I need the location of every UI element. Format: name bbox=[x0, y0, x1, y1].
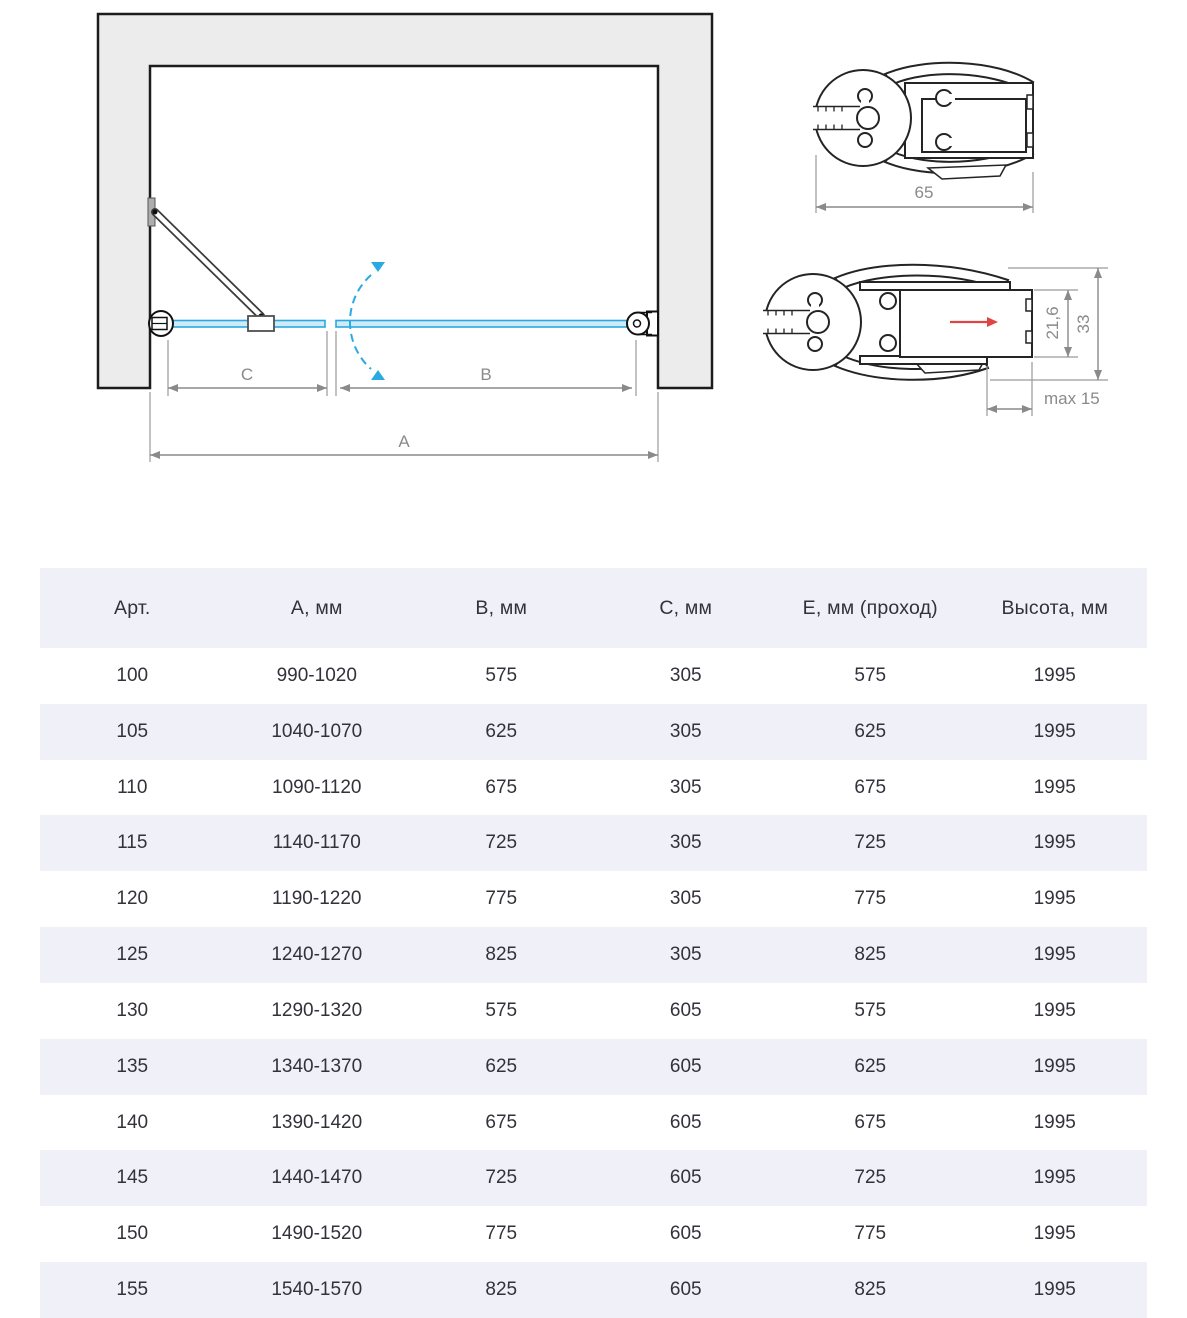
table-cell: 605 bbox=[669, 1279, 702, 1301]
table-row bbox=[40, 1150, 1147, 1206]
table-row bbox=[40, 1206, 1147, 1262]
table-cell: 1995 bbox=[1033, 1111, 1076, 1133]
column-header: В, мм bbox=[475, 596, 528, 619]
table-cell: 675 bbox=[854, 776, 887, 798]
dimension-c-label: C bbox=[240, 365, 254, 384]
table-cell: 1390-1420 bbox=[271, 1111, 363, 1133]
column-header: Е, мм (проход) bbox=[802, 596, 938, 619]
dimension-max-15-label: max 15 bbox=[1044, 389, 1100, 408]
table-cell: 1240-1270 bbox=[271, 944, 363, 966]
table-cell: 625 bbox=[854, 720, 887, 742]
table-cell: 575 bbox=[485, 999, 518, 1021]
table-cell: 110 bbox=[117, 776, 148, 798]
table-cell: 775 bbox=[485, 1223, 518, 1245]
table-cell: 305 bbox=[669, 944, 702, 966]
profile-section-depth bbox=[763, 265, 1108, 416]
profile2-center-hole bbox=[807, 311, 829, 333]
table-cell: 1440-1470 bbox=[271, 1167, 363, 1189]
table-row bbox=[40, 1095, 1147, 1151]
table-cell: 725 bbox=[485, 832, 518, 854]
table-cell: 725 bbox=[485, 1167, 518, 1189]
table-row bbox=[40, 871, 1147, 927]
table-cell: 675 bbox=[485, 1111, 518, 1133]
table-cell: 825 bbox=[854, 944, 887, 966]
table-cell: 1995 bbox=[1033, 720, 1076, 742]
table-cell: 775 bbox=[854, 888, 887, 910]
table-cell: 1995 bbox=[1033, 999, 1076, 1021]
table-cell: 775 bbox=[485, 888, 518, 910]
column-header: Высота, мм bbox=[1001, 596, 1109, 619]
table-cell: 725 bbox=[854, 832, 887, 854]
table-row bbox=[40, 815, 1147, 871]
table-cell: 305 bbox=[669, 888, 702, 910]
table-row bbox=[40, 983, 1147, 1039]
table-cell: 145 bbox=[116, 1167, 149, 1189]
dimension-b-label: B bbox=[480, 365, 492, 384]
profile-seal-hook bbox=[928, 165, 1006, 179]
column-header: Арт. bbox=[114, 596, 151, 619]
size-table bbox=[40, 568, 1147, 1318]
table-cell: 130 bbox=[116, 999, 149, 1021]
column-header: С, мм bbox=[659, 596, 713, 619]
table-cell: 100 bbox=[116, 664, 149, 686]
table-cell: 140 bbox=[116, 1111, 149, 1133]
table-cell: 1995 bbox=[1033, 1223, 1076, 1245]
table-cell: 1995 bbox=[1033, 1279, 1076, 1301]
table-cell: 1090-1120 bbox=[272, 776, 362, 798]
table-cell: 575 bbox=[854, 664, 887, 686]
dimension-33-label: 33 bbox=[1074, 314, 1093, 334]
table-cell: 825 bbox=[854, 1279, 887, 1301]
profile-section-width bbox=[813, 63, 1033, 213]
table-cell: 135 bbox=[116, 1055, 149, 1077]
dimension-a bbox=[150, 432, 658, 459]
table-cell: 120 bbox=[116, 888, 149, 910]
right-wall-bracket bbox=[627, 312, 658, 336]
table-row bbox=[40, 648, 1147, 704]
swing-arrow-bottom bbox=[371, 370, 385, 380]
glass-door-panel bbox=[336, 321, 627, 328]
profile-center-hole bbox=[857, 107, 879, 129]
dimension-65-label: 65 bbox=[914, 183, 934, 202]
table-cell: 605 bbox=[669, 1111, 702, 1133]
table-cell: 605 bbox=[669, 1167, 702, 1189]
table-cell: 1290-1320 bbox=[271, 999, 363, 1021]
table-cell: 605 bbox=[669, 1055, 702, 1077]
table-cell: 305 bbox=[669, 720, 702, 742]
table-row bbox=[40, 760, 1147, 816]
dimension-c bbox=[168, 365, 327, 392]
wall-outline bbox=[98, 14, 712, 388]
table-cell: 1040-1070 bbox=[271, 720, 363, 742]
support-bar-glass-clamp bbox=[248, 316, 274, 331]
table-cell: 305 bbox=[669, 664, 702, 686]
table-cell: 575 bbox=[485, 664, 518, 686]
table-row bbox=[40, 1262, 1147, 1318]
table-cell: 990-1020 bbox=[276, 664, 357, 686]
channel-top-rail bbox=[860, 282, 1010, 290]
table-cell: 1995 bbox=[1033, 1167, 1076, 1189]
table-cell: 1190-1220 bbox=[272, 888, 362, 910]
table-cell: 1995 bbox=[1033, 1055, 1076, 1077]
table-cell: 725 bbox=[854, 1167, 887, 1189]
table-cell: 775 bbox=[854, 1223, 887, 1245]
table-row bbox=[40, 704, 1147, 760]
table-cell: 1540-1570 bbox=[271, 1279, 363, 1301]
sliding-glass-pane bbox=[900, 290, 1032, 357]
table-cell: 305 bbox=[669, 776, 702, 798]
column-header: А, мм bbox=[290, 596, 343, 619]
table-cell: 1995 bbox=[1033, 888, 1076, 910]
table-cell: 605 bbox=[669, 1223, 702, 1245]
table-cell: 155 bbox=[116, 1279, 149, 1301]
table-row bbox=[40, 1039, 1147, 1095]
left-wall-bracket bbox=[149, 311, 173, 336]
swing-arrow-top bbox=[371, 262, 385, 272]
table-cell: 105 bbox=[116, 720, 149, 742]
table-cell: 150 bbox=[116, 1223, 149, 1245]
dimension-a-label: A bbox=[398, 432, 410, 451]
table-cell: 125 bbox=[116, 944, 149, 966]
table-body bbox=[40, 648, 1147, 1318]
table-cell: 605 bbox=[669, 999, 702, 1021]
table-cell: 825 bbox=[485, 944, 518, 966]
table-cell: 305 bbox=[669, 832, 702, 854]
table-header-row bbox=[40, 568, 1147, 648]
table-cell: 1995 bbox=[1033, 832, 1076, 854]
table-cell: 675 bbox=[485, 776, 518, 798]
table-cell: 825 bbox=[485, 1279, 518, 1301]
table-cell: 115 bbox=[117, 832, 148, 854]
table-cell: 625 bbox=[485, 1055, 518, 1077]
table-cell: 1995 bbox=[1033, 944, 1076, 966]
technical-drawings bbox=[0, 0, 1187, 560]
table-cell: 1995 bbox=[1033, 664, 1076, 686]
dimension-21-6-label: 21,6 bbox=[1043, 306, 1062, 340]
dimension-max-15 bbox=[987, 362, 1100, 416]
table-cell: 1140-1170 bbox=[272, 832, 361, 854]
table-cell: 575 bbox=[854, 999, 887, 1021]
table-cell: 625 bbox=[854, 1055, 887, 1077]
table-cell: 675 bbox=[854, 1111, 887, 1133]
table-cell: 1340-1370 bbox=[271, 1055, 363, 1077]
table-cell: 1995 bbox=[1033, 776, 1076, 798]
table-row bbox=[40, 927, 1147, 983]
table-cell: 1490-1520 bbox=[271, 1223, 363, 1245]
support-bar bbox=[148, 198, 274, 331]
top-view-diagram bbox=[98, 14, 712, 462]
dimension-21-6 bbox=[1034, 290, 1078, 357]
table-cell: 625 bbox=[485, 720, 518, 742]
